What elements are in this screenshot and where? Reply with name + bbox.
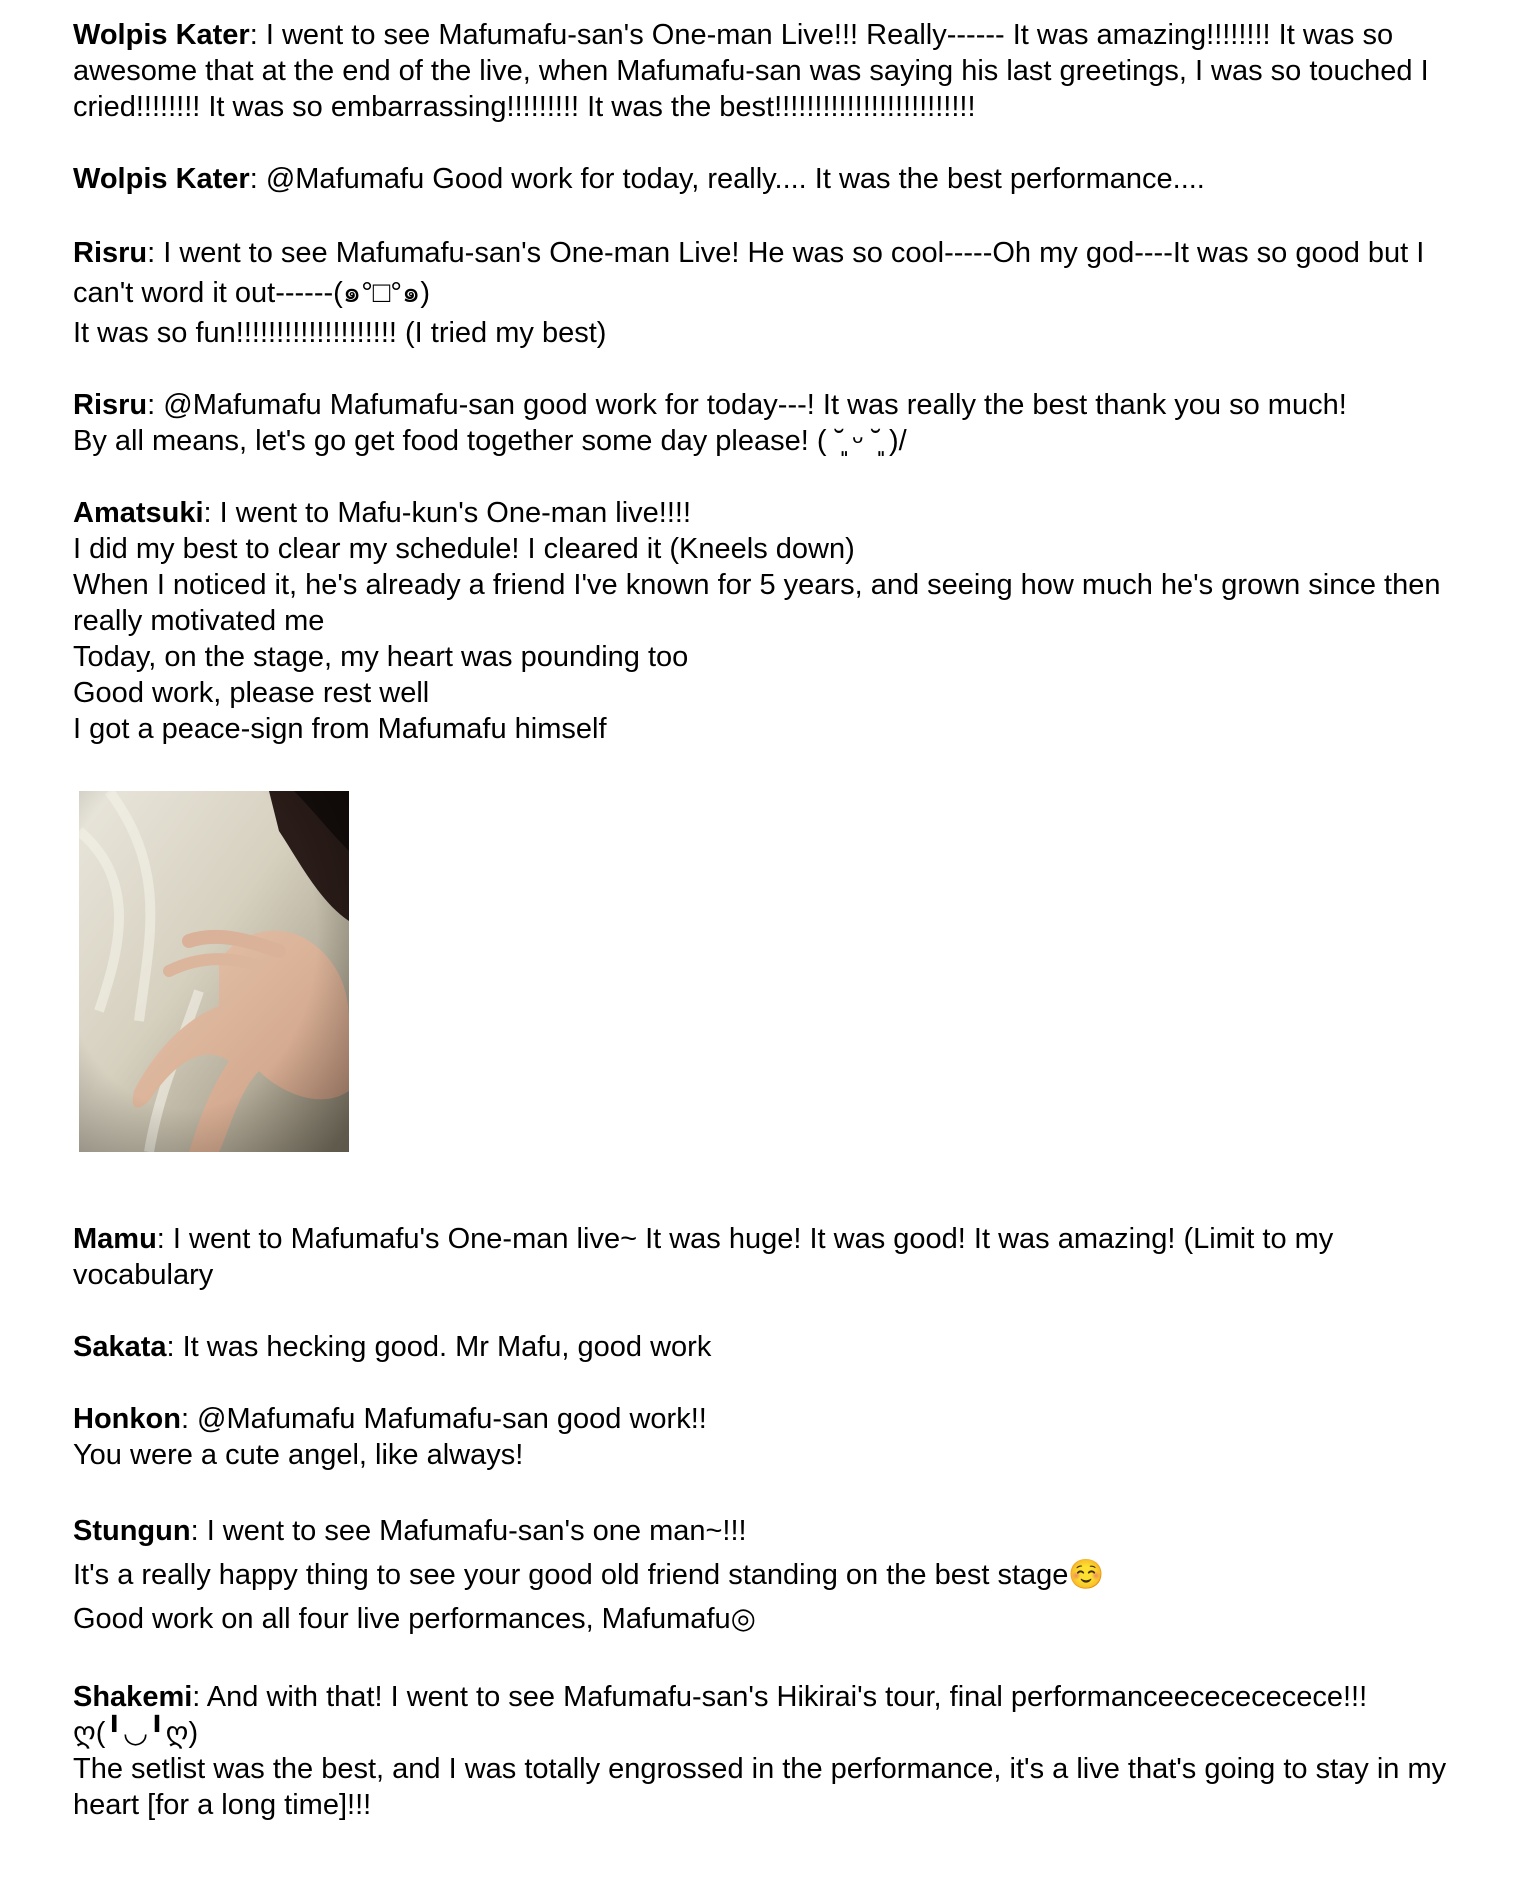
post-text: : It was hecking good. Mr Mafu, good work — [166, 1331, 712, 1363]
post-text: : I went to Mafumafu's One-man live~ It was huge! It was good! It was amazing! (Limit to my vocabulary — [73, 1223, 1334, 1291]
post-text: It was so fun!!!!!!!!!!!!!!!!!!!! (I tried my best) — [73, 317, 607, 349]
post-text: I got a peace-sign from Mafumafu himself — [73, 713, 607, 745]
post-risru-2 — [73, 387, 1473, 459]
speaker-name: Stungun — [73, 1515, 191, 1547]
speaker-name: Honkon — [73, 1403, 181, 1435]
post-stungun — [73, 1509, 1473, 1641]
post-text: : @Mafumafu Mafumafu-san good work!! — [180, 1403, 707, 1435]
post-text: The setlist was the best, and I was totally engrossed in the performance, it's a live that's going to stay in my heart [for a long time]!!! — [73, 1753, 1447, 1821]
post-sakata — [73, 1329, 1473, 1365]
post-text: It's a really happy thing to see your good old friend standing on the best stage☺️ — [73, 1559, 1105, 1591]
post-honkon — [73, 1401, 1473, 1473]
peace-sign-photo — [79, 791, 349, 1152]
post-text: : I went to see Mafumafu-san's One-man Live! He was so cool-----Oh my god----It was so good but I can't word it out------(๑°□°๑) — [73, 237, 1425, 309]
post-text: Today, on the stage, my heart was pounding too — [73, 641, 689, 673]
post-shakemi — [73, 1679, 1473, 1823]
speaker-name: Shakemi — [73, 1681, 193, 1713]
post-text: Good work on all four live performances, Mafumafu◎ — [73, 1603, 756, 1635]
speaker-name: Mamu — [73, 1223, 157, 1255]
post-text: I did my best to clear my schedule! I cleared it (Kneels down) — [73, 533, 855, 565]
post-text: When I noticed it, he's already a friend I've known for 5 years, and seeing how much he's grown since then really motivated me — [73, 569, 1441, 637]
post-amatsuki — [73, 495, 1473, 1152]
speaker-name: Amatsuki — [73, 497, 204, 529]
post-wolpis-2 — [73, 161, 1473, 197]
speaker-name: Sakata — [73, 1331, 167, 1363]
post-text: : I went to Mafu-kun's One-man live!!!! — [203, 497, 691, 529]
post-text: : And with that! I went to see Mafumafu-san's Hikirai's tour, final performanceececececece!!! ღ(╹◡╹ღ) — [73, 1681, 1368, 1749]
post-risru-1 — [73, 233, 1473, 353]
speaker-name: Risru — [73, 237, 148, 269]
post-text: By all means, let's go get food together some day please! ( ˘͈ ᵕ ˘͈ )/ — [73, 425, 907, 457]
speaker-name: Wolpis Kater — [73, 19, 250, 51]
post-text: : I went to see Mafumafu-san's one man~!!! — [190, 1515, 747, 1547]
post-text: You were a cute angel, like always! — [73, 1439, 524, 1471]
speaker-name: Risru — [73, 389, 148, 421]
post-mamu — [73, 1221, 1473, 1293]
post-text: Good work, please rest well — [73, 677, 430, 709]
post-text: : @Mafumafu Mafumafu-san good work for today---! It was really the best thank you so much! — [147, 389, 1347, 421]
post-wolpis-1 — [73, 17, 1473, 125]
hand-photo-image — [79, 791, 349, 1152]
speaker-name: Wolpis Kater — [73, 163, 250, 195]
post-text: : I went to see Mafumafu-san's One-man Live!!! Really------ It was amazing!!!!!!!! It was so awesome that at the end of the live, when Mafumafu-san was saying his last greetings, I was so touched I cried!!!!!!!! It was so embarrassing!!!!!!!!! It was the best!!!!!!!!!!!!!!!!!!!!!!!!! — [73, 19, 1429, 123]
post-text: : @Mafumafu Good work for today, really.... It was the best performance.... — [249, 163, 1205, 195]
